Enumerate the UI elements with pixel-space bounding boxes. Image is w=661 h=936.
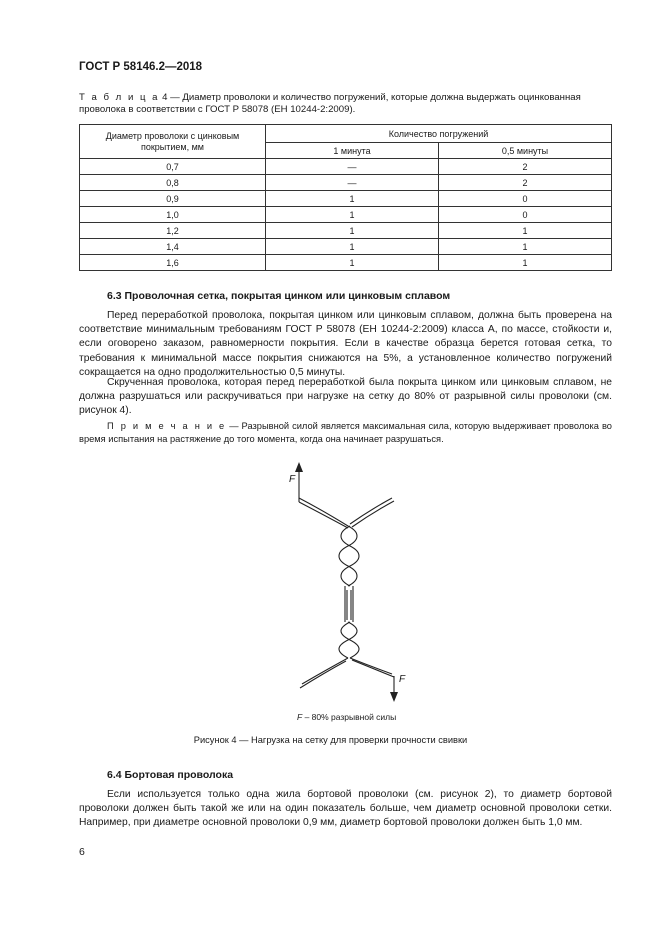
cell-1min: 1	[266, 223, 439, 239]
cell-05min: 2	[439, 159, 612, 175]
force-arrow-top-head	[295, 462, 303, 472]
cell-05min: 1	[439, 223, 612, 239]
cell-diameter: 1,0	[80, 207, 266, 223]
document-code-header: ГОСТ Р 58146.2—2018	[79, 61, 203, 73]
wire-top-right	[350, 498, 394, 527]
cell-diameter: 0,9	[80, 191, 266, 207]
force-label-bottom: F	[399, 674, 406, 685]
cell-05min: 0	[439, 191, 612, 207]
col-header-1min: 1 минута	[266, 143, 439, 159]
wire-bottom-left	[300, 658, 348, 688]
cell-diameter: 1,6	[80, 255, 266, 271]
section-6-3-title: 6.3 Проволочная сетка, покрытая цинком или цинковым сплавом	[107, 290, 451, 302]
force-label-top: F	[289, 474, 296, 485]
table-caption-text: 4 — Диаметр проволоки и количество погружений, которые должна выдержать оцинкованная проволока в соответствии с ГОСТ Р 58078 (ЕН 10244-2:2009).	[79, 92, 581, 115]
note-text: — Разрывной силой является максимальная сила, которую выдерживает проволока во время испытания на растяжение до того момента, когда она начинает разрушаться.	[79, 421, 612, 444]
twist-middle	[345, 586, 353, 622]
cell-05min: 2	[439, 175, 612, 191]
col-header-dips: Количество погружений	[266, 125, 612, 143]
figure-4-caption: Рисунок 4 — Нагрузка на сетку для проверки прочности свивки	[193, 735, 468, 745]
table-4	[79, 124, 612, 271]
cell-1min: —	[266, 175, 439, 191]
section-6-4-title: 6.4 Бортовая проволока	[107, 769, 234, 781]
paragraph-text: Скрученная проволока, которая перед переработкой была покрыта цинком или цинковым сплавом, не должна разрушаться или раскручиваться при нагрузке на сетку до 80% от разрывной силы проволоки (см. рисунок 4).	[79, 377, 612, 417]
table-row	[80, 223, 612, 239]
table-row	[80, 159, 612, 175]
section-6-3-paragraph-2	[79, 376, 612, 419]
paragraph-text: Перед переработкой проволока, покрытая цинком или цинковым сплавом, должна быть проверена на соответствие минимальным требованиям ГОСТ Р 58078 (ЕН 10244-2:2009) класса А, по массе, стойкости и, если оговорено заказом, равномерности покрытия. Если в качестве образца берется готовая сетка, то требования к минимальной массе покрытия снижаются на 5%, а установленное количество погружений сокращается на одно продолжительностью 0,5 минуты.	[79, 310, 612, 378]
force-arrow-bottom-head	[390, 692, 398, 702]
twist-upper	[339, 526, 359, 586]
table-row	[80, 239, 612, 255]
table-caption-label: Т а б л и ц а	[79, 92, 160, 103]
section-6-4-paragraph-1	[79, 788, 612, 831]
cell-diameter: 0,8	[80, 175, 266, 191]
cell-1min: 1	[266, 255, 439, 271]
legend-symbol: F	[297, 712, 303, 722]
cell-05min: 0	[439, 207, 612, 223]
figure-4-legend	[297, 712, 396, 722]
cell-diameter: 1,4	[80, 239, 266, 255]
paragraph-text: Если используется только одна жила бортовой проволоки (см. рисунок 2), то диаметр бортовой проволоки должен быть такой же или на один показатель больше, чем диаметр основной проволоки сетки. Например, при диаметре основной проволоки 0,9 мм, диаметр бортовой проволоки должен быть 1,0 мм.	[79, 789, 612, 829]
wire-bottom-right	[350, 658, 394, 677]
table-row	[80, 191, 612, 207]
table-row	[80, 175, 612, 191]
note-label: П р и м е ч а н и е	[107, 421, 227, 431]
cell-diameter: 1,2	[80, 223, 266, 239]
cell-1min: 1	[266, 239, 439, 255]
note	[79, 420, 612, 445]
table-row	[80, 255, 612, 271]
cell-05min: 1	[439, 239, 612, 255]
twist-lower	[339, 622, 359, 658]
cell-1min: 1	[266, 207, 439, 223]
table-4-caption	[79, 92, 599, 116]
cell-1min: —	[266, 159, 439, 175]
section-6-3-paragraph-1	[79, 309, 612, 380]
wire-top-left	[299, 498, 348, 528]
table-row	[80, 207, 612, 223]
cell-diameter: 0,7	[80, 159, 266, 175]
cell-05min: 1	[439, 255, 612, 271]
cell-1min: 1	[266, 191, 439, 207]
page-number: 6	[79, 846, 85, 858]
figure-4-twisted-wire-diagram	[270, 462, 410, 702]
col-header-diameter: Диаметр проволоки с цинковым покрытием, мм	[80, 125, 266, 159]
legend-text: – 80% разрывной силы	[304, 712, 397, 722]
col-header-05min: 0,5 минуты	[439, 143, 612, 159]
